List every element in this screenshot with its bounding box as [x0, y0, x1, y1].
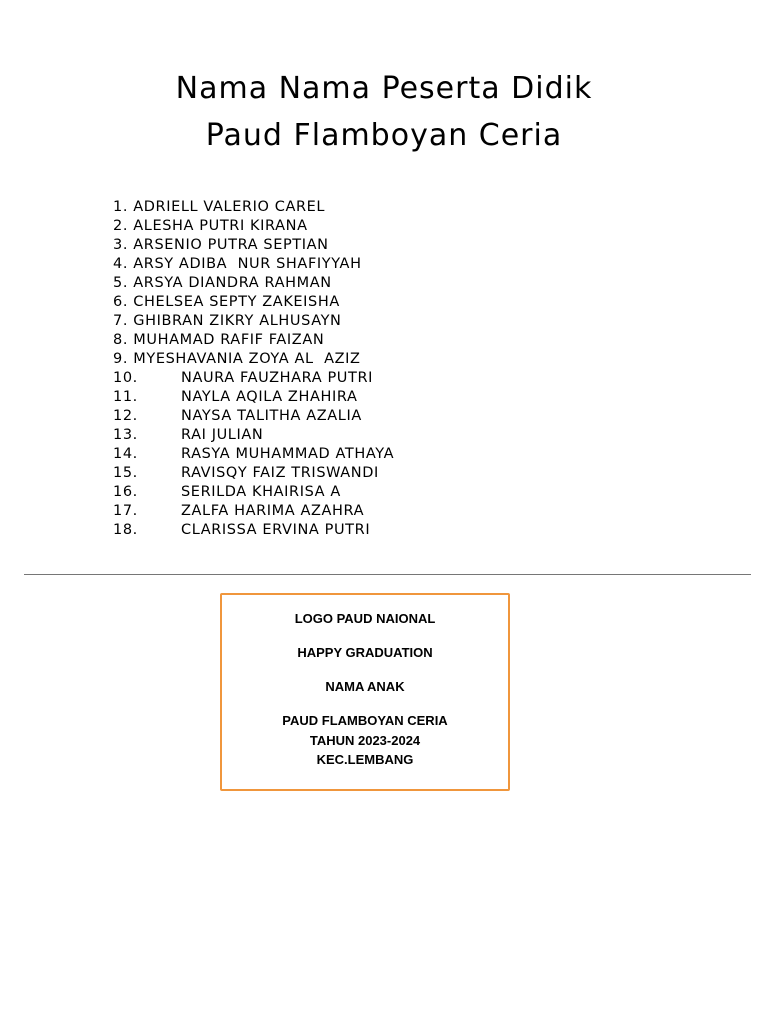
list-item-number: 14. — [113, 446, 138, 462]
list-item — [113, 502, 394, 521]
list-item-number: 2. — [113, 218, 129, 234]
list-item-number: 10. — [113, 370, 138, 386]
list-item-name: ARSY ADIBA NUR SHAFIYYAH — [133, 256, 362, 272]
list-item-name: RAVISQY FAIZ TRISWANDI — [181, 465, 379, 481]
list-item — [113, 293, 394, 312]
list-item-name: ARSYA DIANDRA RAHMAN — [133, 275, 332, 291]
list-item-name: ARSENIO PUTRA SEPTIAN — [133, 237, 329, 253]
list-item — [113, 236, 394, 255]
list-item — [113, 217, 394, 236]
document-title: Nama Nama Peserta Didik — [175, 71, 593, 106]
list-item-number: 13. — [113, 427, 138, 443]
list-item-number: 11. — [113, 389, 138, 405]
list-item-number: 17. — [113, 503, 138, 519]
list-item — [113, 198, 394, 217]
list-item-number: 7. — [113, 313, 129, 329]
greeting-text: HAPPY GRADUATION — [297, 645, 433, 660]
list-item-name: NAYLA AQILA ZHAHIRA — [181, 389, 358, 405]
graduation-label-box — [220, 593, 510, 791]
list-item-number: 15. — [113, 465, 138, 481]
list-item — [113, 255, 394, 274]
list-item-name: ADRIELL VALERIO CAREL — [133, 199, 326, 215]
list-item-number: 12. — [113, 408, 138, 424]
horizontal-divider — [24, 574, 751, 575]
student-list — [113, 198, 394, 540]
list-item-number: 8. — [113, 332, 129, 348]
document-subtitle: Paud Flamboyan Ceria — [205, 118, 563, 153]
school-year: TAHUN 2023-2024 — [309, 733, 421, 748]
list-item-number: 9. — [113, 351, 129, 367]
list-item-number: 16. — [113, 484, 138, 500]
list-item — [113, 464, 394, 483]
list-item-number: 18. — [113, 522, 138, 538]
list-item-name: CLARISSA ERVINA PUTRI — [181, 522, 371, 538]
list-item-number: 1. — [113, 199, 129, 215]
list-item-name: CHELSEA SEPTY ZAKEISHA — [133, 294, 340, 310]
list-item — [113, 426, 394, 445]
list-item-name: ALESHA PUTRI KIRANA — [133, 218, 308, 234]
list-item — [113, 350, 394, 369]
list-item — [113, 445, 394, 464]
child-name-placeholder: NAMA ANAK — [325, 679, 405, 694]
list-item-name: MUHAMAD RAFIF FAIZAN — [133, 332, 325, 348]
list-item-name: ZALFA HARIMA AZAHRA — [181, 503, 365, 519]
district-name: KEC.LEMBANG — [316, 752, 414, 767]
list-item-name: RAI JULIAN — [181, 427, 264, 443]
list-item — [113, 407, 394, 426]
list-item-name: RASYA MUHAMMAD ATHAYA — [181, 446, 395, 462]
list-item-number: 5. — [113, 275, 129, 291]
list-item-name: NAYSA TALITHA AZALIA — [181, 408, 362, 424]
list-item — [113, 369, 394, 388]
school-name: PAUD FLAMBOYAN CERIA — [282, 713, 448, 728]
list-item — [113, 312, 394, 331]
list-item — [113, 521, 394, 540]
list-item-name: NAURA FAUZHARA PUTRI — [181, 370, 374, 386]
list-item — [113, 483, 394, 502]
list-item-number: 6. — [113, 294, 129, 310]
list-item — [113, 331, 394, 350]
list-item-name: GHIBRAN ZIKRY ALHUSAYN — [133, 313, 342, 329]
list-item — [113, 274, 394, 293]
list-item-name: SERILDA KHAIRISA A — [181, 484, 341, 500]
list-item-name: MYESHAVANIA ZOYA AL AZIZ — [133, 351, 361, 367]
logo-placeholder-text: LOGO PAUD NAIONAL — [294, 611, 436, 626]
list-item — [113, 388, 394, 407]
list-item-number: 4. — [113, 256, 129, 272]
list-item-number: 3. — [113, 237, 129, 253]
